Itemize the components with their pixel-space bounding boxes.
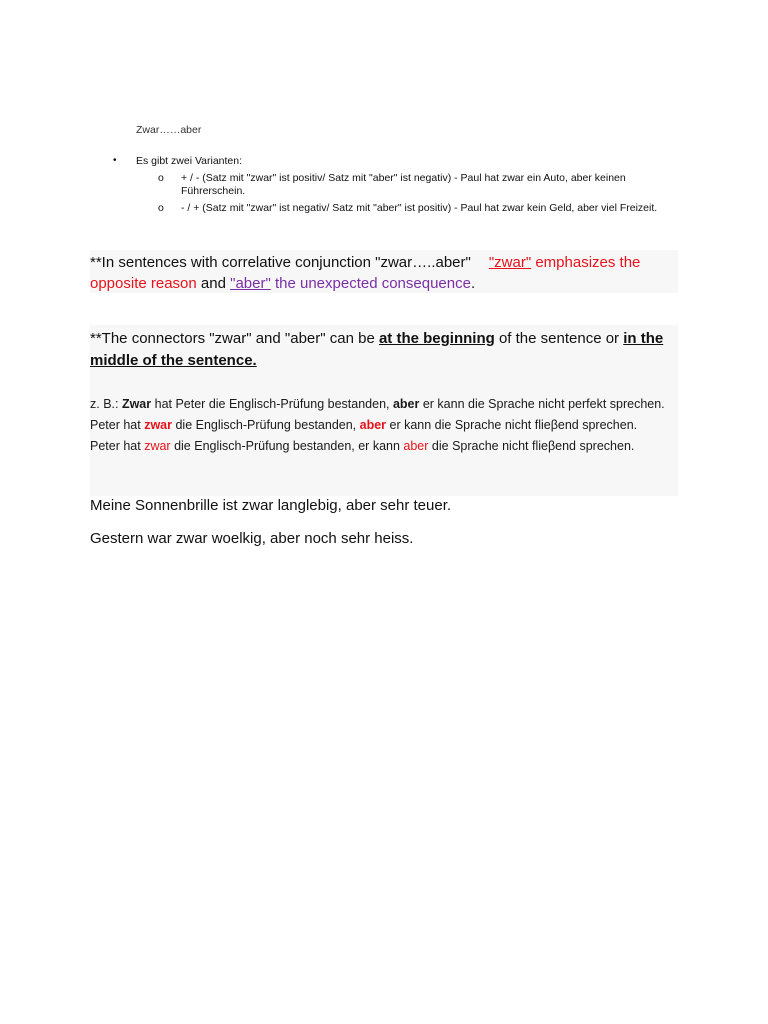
example-text: er kann die Sprache nicht perfekt sprechen. xyxy=(419,397,665,411)
connectors-part2: of the sentence or xyxy=(494,330,624,347)
bullet-marker: • xyxy=(113,155,117,166)
aber-quote: "aber" xyxy=(230,275,271,292)
example-zwar: zwar xyxy=(144,439,171,453)
example-line-3 xyxy=(90,436,690,457)
example-zwar: Zwar xyxy=(121,397,152,411)
aber-description: the unexpected consequence xyxy=(270,275,471,292)
example-text: er kann die Sprache nicht flieβend sprechen. xyxy=(386,418,638,432)
sentence-2: Gestern war zwar woelkig, aber noch sehr heiss. xyxy=(90,530,414,547)
zwar-quote: "zwar" xyxy=(488,254,532,271)
zwar-description: emphasizes the opposite reason xyxy=(90,254,641,292)
example-line-2 xyxy=(90,415,690,436)
variant-item: - / + (Satz mit "zwar" ist negativ/ Satz mit "aber" ist positiv) - Paul hat zwar kein Geld, aber viel Freizeit. xyxy=(181,202,658,214)
example-text: hat Peter die Englisch-Prüfung bestanden, xyxy=(151,397,393,411)
example-line-1 xyxy=(90,394,690,415)
middle-emphasis: in the middle of the sentence. xyxy=(90,330,664,369)
sub-marker: o xyxy=(158,172,164,184)
example-text: die Englisch-Prüfung bestanden, er kann xyxy=(170,439,404,453)
example-aber: aber xyxy=(359,418,387,432)
variant-item: + / - (Satz mit "zwar" ist positiv/ Satz mit "aber" ist negativ) - Paul hat zwar ein Auto, aber keinen Führerschein. xyxy=(181,172,626,197)
example-zwar: zwar xyxy=(144,418,172,432)
note-conjunction xyxy=(90,252,680,294)
and-text: and xyxy=(196,275,231,292)
example-text: Peter hat xyxy=(90,439,145,453)
example-text: Peter hat xyxy=(90,418,145,432)
beginning-emphasis: at the beginning xyxy=(378,330,495,347)
note-prefix: **In sentences with correlative conjunction "zwar…..aber" xyxy=(90,254,471,271)
note-connectors xyxy=(90,328,680,372)
connectors-part1: **The connectors "zwar" and "aber" can be xyxy=(90,330,379,347)
sub-marker: o xyxy=(158,202,164,214)
doc-title: Zwar……aber xyxy=(136,124,202,136)
example-text: die Sprache nicht flieβend sprechen. xyxy=(428,439,635,453)
intro-text: Es gibt zwei Varianten: xyxy=(136,155,243,167)
sentence-1: Meine Sonnenbrille ist zwar langlebig, aber sehr teuer. xyxy=(90,497,452,514)
example-text: z. B.: xyxy=(90,397,122,411)
example-text: die Englisch-Prüfung bestanden, xyxy=(172,418,360,432)
example-aber: aber xyxy=(403,439,429,453)
example-aber: aber xyxy=(392,397,420,411)
note-end: . xyxy=(470,275,476,292)
